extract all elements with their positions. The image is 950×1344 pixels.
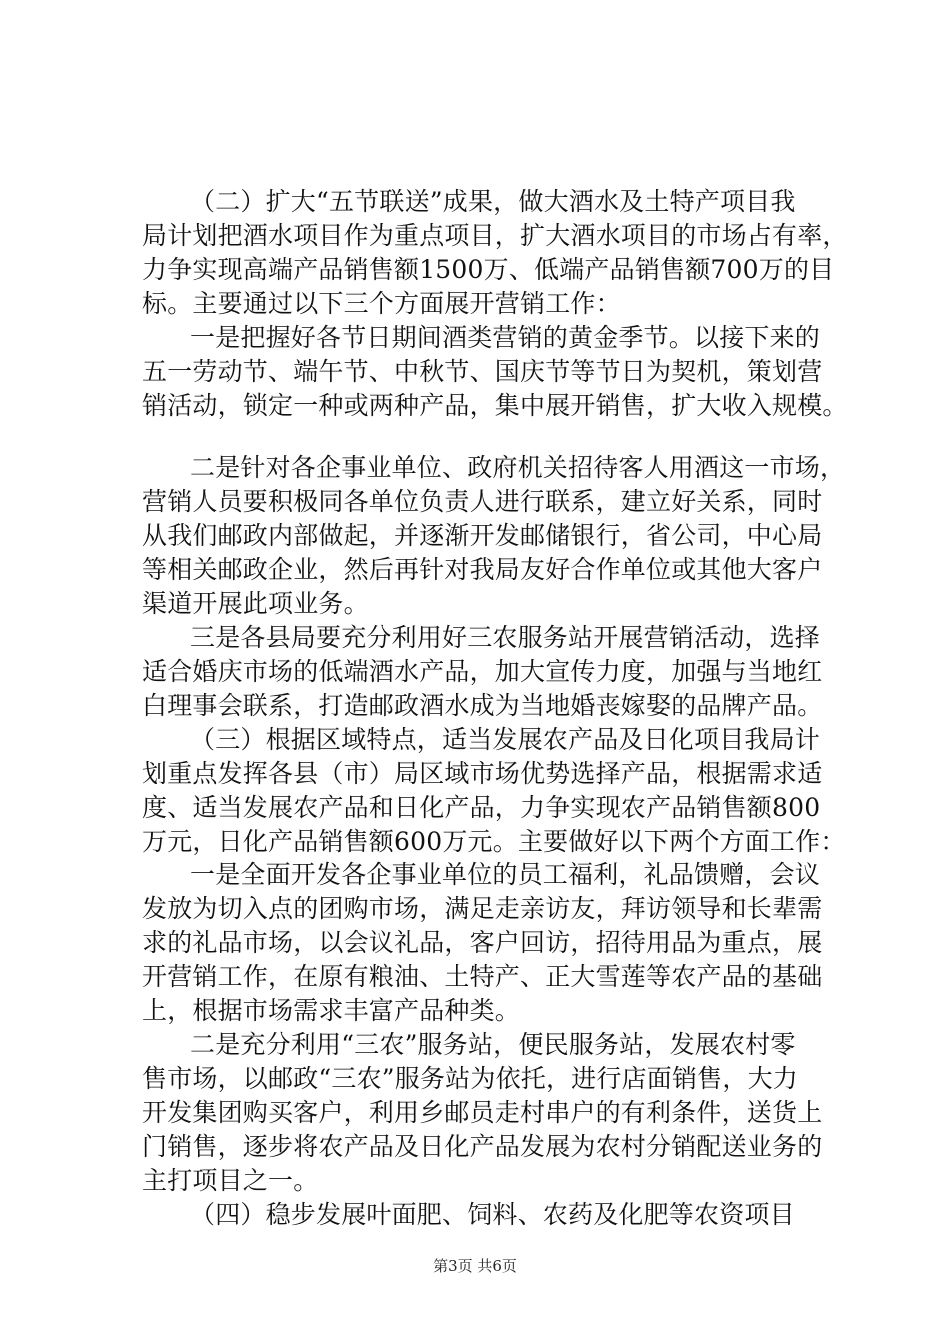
paragraph-3-line-4: 万元，日化产品销售额600万元。主要做好以下两个方面工作： xyxy=(142,827,846,856)
item-2-line-2: 营销人员要积极同各单位负责人进行联系，建立好关系，同时 xyxy=(142,487,823,516)
item-3-line-3: 白理事会联系，打造邮政酒水成为当地婚丧嫁娶的品牌产品。 xyxy=(142,691,823,720)
paragraph-2-line-4: 标。主要通过以下三个方面展开营销工作： xyxy=(142,289,621,318)
item-5-line-1: 二是充分利用“三农”服务站，便民服务站，发展农村零 xyxy=(190,1030,796,1059)
item-4-line-2: 发放为切入点的团购市场，满足走亲访友，拜访领导和长辈需 xyxy=(142,894,823,923)
item-1-line-3: 销活动，锁定一种或两种产品，集中展开销售，扩大收入规模。 xyxy=(142,391,848,420)
item-1-line-2: 五一劳动节、端午节、中秋节、国庆节等节日为契机，策划营 xyxy=(142,357,823,386)
item-2-line-5: 渠道开展此项业务。 xyxy=(142,589,369,618)
paragraph-3-line-2: 划重点发挥各县（市）局区域市场优势选择产品，根据需求适 xyxy=(142,759,823,788)
paragraph-2-line-1: （二）扩大“五节联送”成果，做大酒水及土特产项目我 xyxy=(190,187,796,216)
paragraph-4-line-1: （四）稳步发展叶面肥、饲料、农药及化肥等农资项目 xyxy=(190,1200,795,1229)
item-4-line-5: 上，根据市场需求丰富产品种类。 xyxy=(142,996,521,1025)
page-footer: 第3页 共6页 xyxy=(433,1257,517,1275)
paragraph-2-line-2: 局计划把酒水项目作为重点项目，扩大酒水项目的市场占有率， xyxy=(142,221,848,250)
paragraph-2-line-3: 力争实现高端产品销售额1500万、低端产品销售额700万的目 xyxy=(142,255,835,284)
item-3-line-1: 三是各县局要充分利用好三农服务站开展营销活动，选择 xyxy=(190,623,821,652)
item-3-line-2: 适合婚庆市场的低端酒水产品，加大宣传力度，加强与当地红 xyxy=(142,657,823,686)
item-2-line-1: 二是针对各企事业单位、政府机关招待客人用酒这一市场， xyxy=(190,453,846,482)
item-1-line-1: 一是把握好各节日期间酒类营销的黄金季节。以接下来的 xyxy=(190,323,821,352)
paragraph-3-line-3: 度、适当发展农产品和日化产品，力争实现农产品销售额800 xyxy=(142,793,821,822)
item-5-line-3: 开发集团购买客户，利用乡邮员走村串户的有利条件，送货上 xyxy=(142,1098,823,1127)
item-5-line-4: 门销售，逐步将农产品及日化产品发展为农村分销配送业务的 xyxy=(142,1132,823,1161)
item-4-line-4: 开营销工作，在原有粮油、土特产、正大雪莲等农产品的基础 xyxy=(142,962,823,991)
item-4-line-3: 求的礼品市场，以会议礼品，客户回访，招待用品为重点，展 xyxy=(142,928,823,957)
item-5-line-5: 主打项目之一。 xyxy=(142,1166,319,1195)
item-5-line-2: 售市场，以邮政“三农”服务站为依托，进行店面销售，大力 xyxy=(142,1064,798,1093)
item-2-line-4: 等相关邮政企业，然后再针对我局友好合作单位或其他大客户 xyxy=(142,555,823,584)
item-4-line-1: 一是全面开发各企事业单位的员工福利，礼品馈赠，会议 xyxy=(190,860,821,889)
paragraph-3-line-1: （三）根据区域特点，适当发展农产品及日化项目我局计 xyxy=(190,725,821,754)
item-2-line-3: 从我们邮政内部做起，并逐渐开发邮储银行，省公司，中心局 xyxy=(142,521,823,550)
